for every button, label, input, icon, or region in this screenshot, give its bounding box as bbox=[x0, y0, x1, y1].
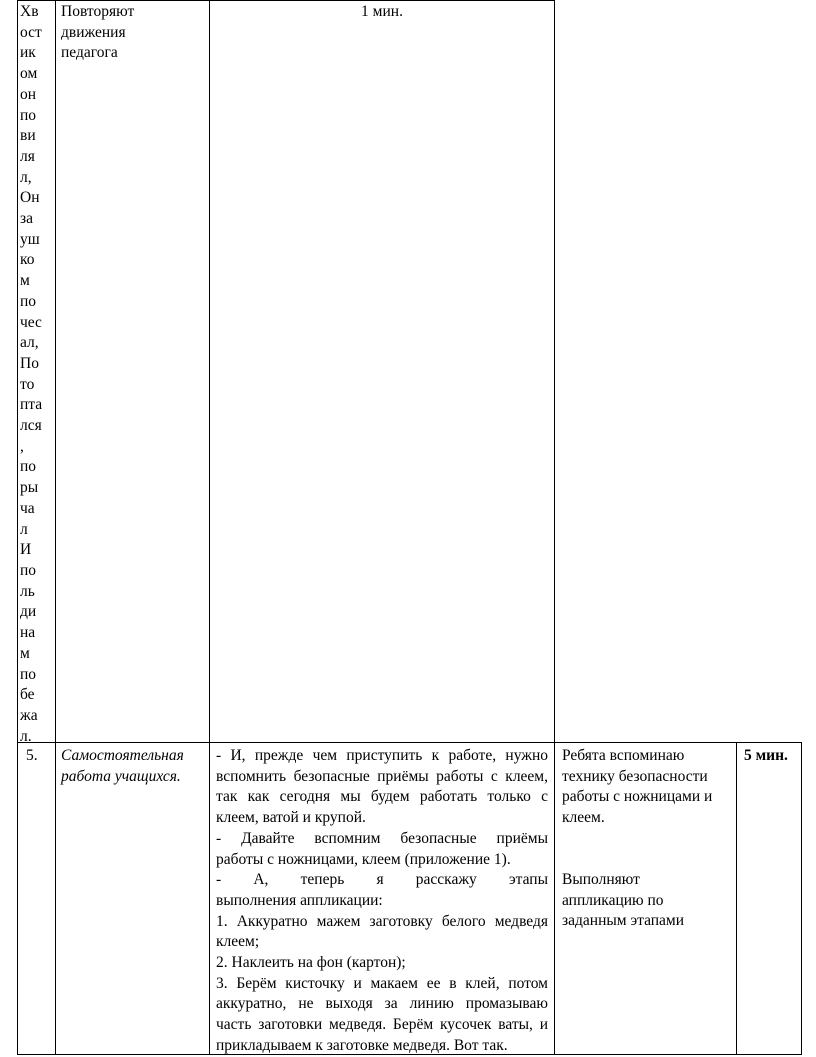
poem-line: , bbox=[20, 437, 24, 455]
poem-line: л, bbox=[20, 168, 32, 186]
students-line: технику безопасности bbox=[562, 767, 708, 785]
poem-line: ост bbox=[20, 23, 42, 41]
poem-line: ал, bbox=[20, 334, 39, 352]
poem-line: ом bbox=[20, 65, 38, 83]
col-divider-2 bbox=[209, 0, 210, 1055]
poem-line: м bbox=[20, 272, 30, 290]
poem-line: пта bbox=[20, 396, 43, 414]
teacher-line: часть заготовки медведя. Берём кусочек ваты, и bbox=[216, 1016, 548, 1034]
col-divider-4 bbox=[736, 742, 737, 1055]
poem-line: чес bbox=[20, 313, 42, 331]
poem-line: м bbox=[20, 644, 30, 662]
poem-line: ры bbox=[20, 479, 39, 497]
poem-line: лся bbox=[20, 417, 42, 435]
col-divider-1 bbox=[55, 0, 56, 1055]
teacher-line: - Давайте вспомним безопасные приёмы bbox=[216, 829, 548, 847]
teacher-line: вспомнить безопасные приёмы работы с клеем, bbox=[216, 767, 548, 785]
teacher-line: 2. Наклеить на фон (картон); bbox=[216, 954, 406, 972]
teacher-line: - И, прежде чем приступить к работе, нужно bbox=[216, 747, 548, 764]
time-cell-row2: 5 мин. bbox=[744, 747, 788, 764]
poem-line: ко bbox=[20, 251, 35, 269]
stage-name-cell bbox=[61, 746, 207, 787]
poem-line: бе bbox=[20, 686, 35, 704]
poem-line: ча bbox=[20, 499, 35, 517]
poem-line: жа bbox=[20, 706, 38, 724]
students-line: Выполняют bbox=[562, 870, 640, 888]
action-line: Повторяют bbox=[61, 3, 135, 20]
students-activity-cell bbox=[562, 746, 734, 932]
poem-line: по bbox=[20, 292, 37, 310]
table-right-border bbox=[801, 742, 802, 1055]
poem-line: по bbox=[20, 458, 37, 476]
poem-line: Хв bbox=[20, 3, 39, 20]
table-top-border bbox=[17, 0, 555, 1]
teacher-line: аккуратно, не выходя за линию промазываю bbox=[216, 995, 548, 1013]
col-divider-3 bbox=[554, 0, 555, 1055]
time-cell-row1: 1 мин. bbox=[361, 3, 403, 20]
row-divider bbox=[17, 742, 802, 743]
action-line: педагога bbox=[61, 44, 118, 62]
poem-line: по bbox=[20, 665, 37, 683]
teacher-line: клеем, ватой и крупой. bbox=[216, 809, 366, 827]
teacher-line: выполнения аппликации: bbox=[216, 891, 383, 909]
poem-line: ик bbox=[20, 44, 36, 62]
students-line: клеем. bbox=[562, 809, 605, 827]
poem-line: он bbox=[20, 85, 37, 103]
poem-line: л. bbox=[20, 727, 32, 745]
teacher-line: - А, теперь я расскажу этапы bbox=[216, 871, 548, 889]
poem-line: ль bbox=[20, 582, 35, 600]
students-line: аппликацию по bbox=[562, 891, 664, 909]
teacher-line: работы с ножницами, клеем (приложение 1). bbox=[216, 850, 511, 868]
poem-line: по bbox=[20, 561, 37, 579]
stage-line: работа учащихся. bbox=[61, 767, 181, 785]
poem-line: ди bbox=[20, 603, 37, 621]
poem-line: за bbox=[20, 210, 34, 228]
students-line: работы с ножницами и bbox=[562, 788, 713, 806]
students-line: Ребята вспоминаю bbox=[562, 747, 685, 764]
teacher-line: клеем; bbox=[216, 933, 260, 951]
teacher-line: прикладываем к заготовке медведя. Вот так. bbox=[216, 1036, 508, 1054]
action-line: движения bbox=[61, 23, 126, 41]
poem-line: И bbox=[20, 541, 32, 559]
stage-line: Самостоятельная bbox=[61, 747, 184, 764]
teacher-line: так как сегодня мы будем работать только с bbox=[216, 788, 548, 806]
poem-line: Он bbox=[20, 189, 40, 207]
poem-line: уш bbox=[20, 230, 40, 248]
teacher-activity-cell bbox=[216, 746, 548, 1057]
row-number: 5. bbox=[26, 747, 38, 764]
poem-line: ви bbox=[20, 127, 36, 145]
poem-line: По bbox=[20, 354, 39, 372]
paragraph-gap bbox=[562, 829, 734, 870]
students-action-cell bbox=[61, 2, 207, 64]
students-line: заданным этапами bbox=[562, 912, 685, 930]
table-left-border bbox=[17, 0, 18, 1055]
poem-text-column bbox=[20, 2, 53, 747]
poem-line: л bbox=[20, 520, 28, 538]
teacher-line: 1. Аккуратно мажем заготовку белого медведя bbox=[216, 912, 548, 930]
poem-line: на bbox=[20, 624, 36, 642]
poem-line: по bbox=[20, 106, 37, 124]
poem-line: ля bbox=[20, 147, 35, 165]
poem-line: то bbox=[20, 375, 35, 393]
teacher-line: 3. Берём кисточку и макаем ее в клей, потом bbox=[216, 974, 548, 992]
